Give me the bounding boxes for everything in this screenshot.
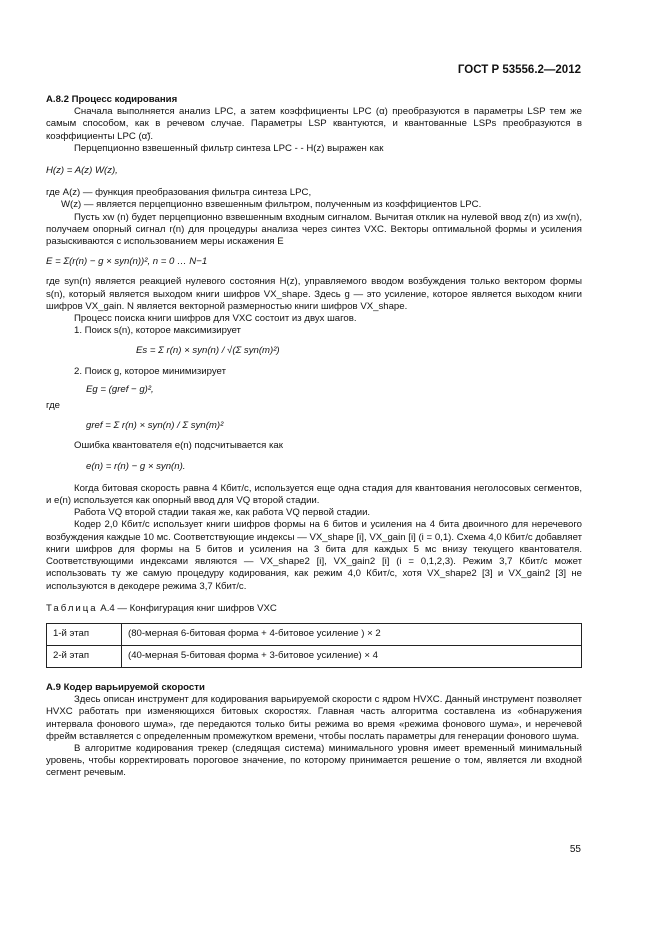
paragraph: 1. Поиск s(n), которое максимизирует: [74, 325, 241, 337]
paragraph: В алгоритме кодирования трекер (следящая система) минимального уровня имеет временный минимальный уровень, чтобы корректировать пороговое значение, по которому принимается решение о том, является ли входной сегмент речевым.: [46, 742, 582, 779]
formula-e: E = Σ(r(n) − g × syn(n))², n = 0 … N−1: [46, 256, 208, 268]
formula-gref: gref = Σ r(n) × syn(n) / Σ syn(m)²: [86, 420, 224, 432]
paragraph: где: [46, 400, 61, 412]
paragraph: Работа VQ второй стадии такая же, как работа VQ первой стадии.: [74, 507, 371, 519]
table-cell: 1-й этап: [47, 623, 122, 645]
table-cell: (40-мерная 5-битовая форма + 3-битовое усиление) × 4: [122, 645, 582, 667]
formula-hz: H(z) = A(z) W(z),: [46, 165, 118, 177]
paragraph: Пусть xw (n) будет перцепционно взвешенным входным сигналом. Вычитая отклик на нулевой ввод z(n) из xw(n), получаем опорный сигнал r(n) для процедуры анализа через синтез VXC. Векторы оптимальной формы и усиления разыскиваются с использованием меры искажения E: [46, 211, 582, 248]
paragraph: Перцепционно взвешенный фильтр синтеза LPC - - H(z) выражен как: [74, 142, 384, 154]
paragraph: W(z) — является перцепционно взвешенным фильтром, полученным из коэффициентов LPC.: [61, 199, 482, 211]
formula-es: Es = Σ r(n) × syn(n) / √(Σ syn(m)²): [136, 345, 280, 357]
paragraph: Ошибка квантователя e(n) подсчитывается как: [74, 440, 283, 452]
section-a9-title: А.9 Кодер варьируемой скорости: [46, 681, 205, 693]
paragraph: Когда битовая скорость равна 4 Кбит/с, используется еще одна стадия для квантования неголосовых сегментов, и e(n) используется как опорный ввод для VQ второй стадии.: [46, 482, 582, 507]
table-row: [47, 623, 582, 645]
paragraph: где A(z) — функция преобразования фильтра синтеза LPC,: [46, 187, 312, 199]
page-number: 55: [569, 844, 581, 855]
paragraph: где syn(n) является реакцией нулевого состояния H(z), управляемого вводом возбуждения только вектором формы s(n), который является выходом книги шифров VX_shape. Здесь g — это усиление, которое является выходом книги шифров VX_gain. N является векторной размерностью книги шифров VX_shape.: [46, 276, 582, 312]
doc-code-header: ГОСТ Р 53556.2—2012: [457, 64, 581, 76]
table-cell: (80-мерная 6-битовая форма + 4-битовое усиление ) × 2: [122, 623, 582, 645]
paragraph: Здесь описан инструмент для кодирования варьируемой скорости с ядром HVXC. Данный инструмент позволяет HVXC работать при изменяющихся битовых скоростях. Главная часть алгоритма составлена из «обнаружения интервала фонового шума», где передаются только биты режима во время «режима фонового шума», и неречевой фрейм вставляется с определенным промежутком времени, чтобы послать параметры для генерации фонового шума.: [46, 694, 582, 742]
paragraph: Сначала выполняется анализ LPC, а затем коэффициенты LPC (α) преобразуются в параметры LSP тем же самым способом, как в речевом случае. Параметры LSP квантуются, и квантованные LSPs преобразуются в коэффициенты LPC (α̃).: [46, 106, 582, 142]
document-body: [46, 94, 582, 780]
paragraph: Кодер 2,0 Кбит/с использует книги шифров формы на 6 битов и усиления на 4 бита двоичного для неречевого возбуждения каждые 10 мс. Соответствующие индексы — VX_shape [i], VX_gain [i] (i = 0,1). Схема 4,0 Кбит/с добавляет книги шифров для формы на 5 битов и усиления на 3 бита для каждых 5 мс внизу текущего квантователя. Соответствующими индексами являются — VX_shape2 [i], VX_gain2 [i] (i = 0,1,2,3). Режим 3,7 Кбит/с может использовать ту же самую процедуру кодирования, как режим 4,0 Кбит/с, хотя VX_shape2 [3] и VX_gain2 [3] не используются в декодере режима 3,7 Кбит/с.: [46, 519, 582, 592]
vxc-codebook-table: [46, 623, 582, 668]
paragraph: Процесс поиска книги шифров для VXC состоит из двух шагов.: [74, 313, 357, 325]
table-cell: 2-й этап: [47, 645, 122, 667]
table-caption: Таблица А.4 — Конфигурация книг шифров VXC: [46, 602, 277, 614]
section-a82-title: А.8.2 Процесс кодирования: [46, 94, 178, 105]
paragraph: 2. Поиск g, которое минимизирует: [74, 365, 226, 377]
table-row: [47, 645, 582, 667]
formula-eg: Eg = (gref − g)²,: [86, 383, 154, 395]
formula-en: e(n) = r(n) − g × syn(n).: [86, 460, 186, 472]
